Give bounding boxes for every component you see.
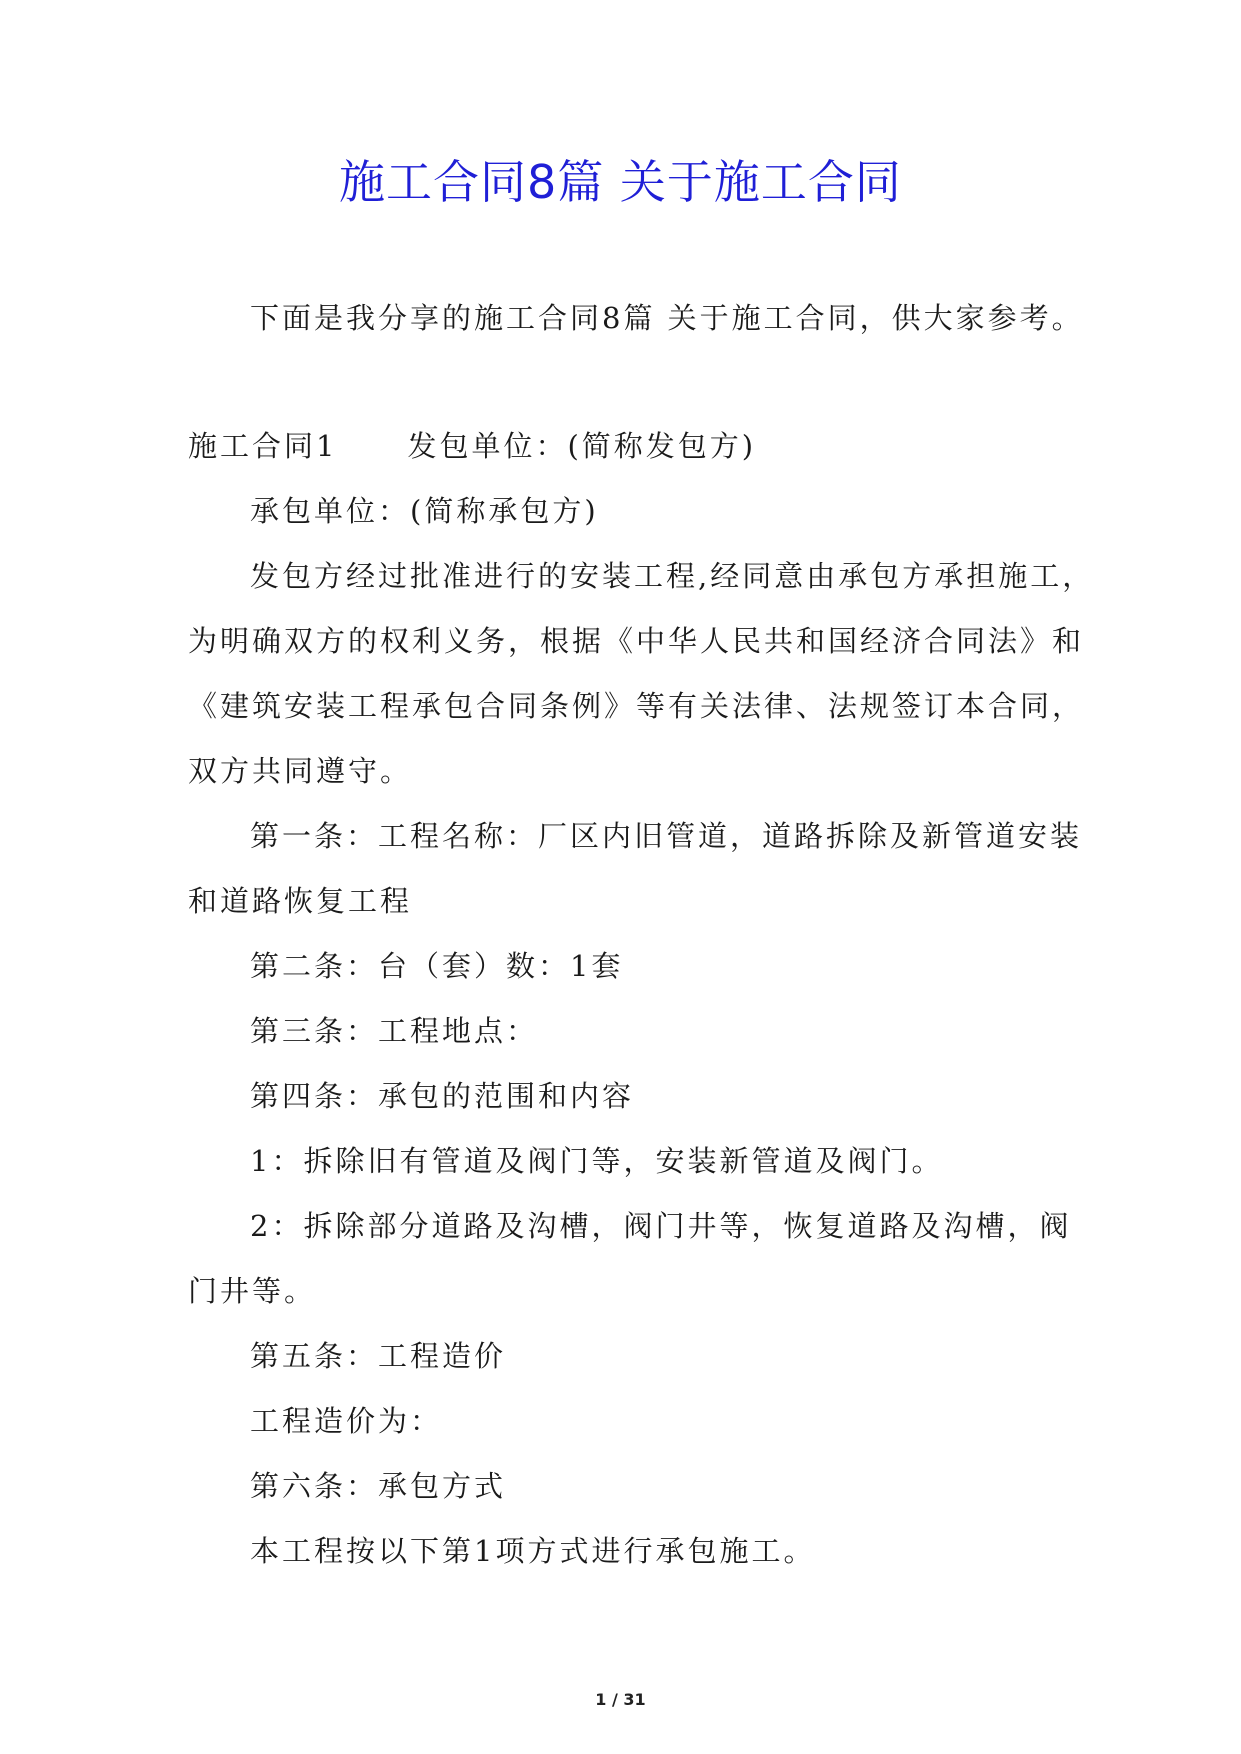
contract-label: 施工合同1 — [188, 429, 338, 463]
document-body — [188, 286, 1095, 1584]
article-6-line: 第六条：承包方式 — [250, 1469, 507, 1503]
contractor-line: 承包单位：(简称承包方) — [250, 494, 599, 528]
body-paragraph-line: 《建筑安装工程承包合同条例》等有关法律、法规签订本合同， — [188, 689, 1085, 723]
scope-item-2: 2：拆除部分道路及沟槽，阀门井等，恢复道路及沟槽，阀 — [250, 1209, 1072, 1243]
body-paragraph-line: 双方共同遵守。 — [188, 754, 413, 788]
article-5-line: 第五条：工程造价 — [250, 1339, 507, 1373]
article-1-line: 和道路恢复工程 — [188, 884, 413, 918]
page-number: 1 / 31 — [595, 1690, 646, 1709]
contract-method-line: 本工程按以下第1项方式进行承包施工。 — [250, 1534, 816, 1568]
article-3-line: 第三条：工程地点： — [250, 1014, 539, 1048]
scope-item-2: 门井等。 — [188, 1274, 317, 1308]
article-4-line: 第四条：承包的范围和内容 — [250, 1079, 635, 1113]
contract-heading-line — [188, 414, 1058, 479]
scope-item-1: 1：拆除旧有管道及阀门等，安装新管道及阀门。 — [250, 1144, 944, 1178]
cost-line: 工程造价为： — [250, 1404, 443, 1438]
body-paragraph-line: 为明确双方的权利义务，根据《中华人民共和国经济合同法》和 — [188, 624, 1085, 658]
article-1-line: 第一条：工程名称：厂区内旧管道，道路拆除及新管道安装 — [250, 819, 1083, 853]
employer-line: 发包单位：(简称发包方) — [407, 429, 757, 463]
document-title: 施工合同8篇 关于施工合同 — [339, 155, 902, 209]
body-paragraph-line: 发包方经过批准进行的安装工程,经同意由承包方承担施工， — [250, 559, 1095, 593]
intro-paragraph: 下面是我分享的施工合同8篇 关于施工合同，供大家参考。 — [250, 301, 1084, 335]
article-2-line: 第二条：台（套）数：1套 — [250, 949, 624, 983]
